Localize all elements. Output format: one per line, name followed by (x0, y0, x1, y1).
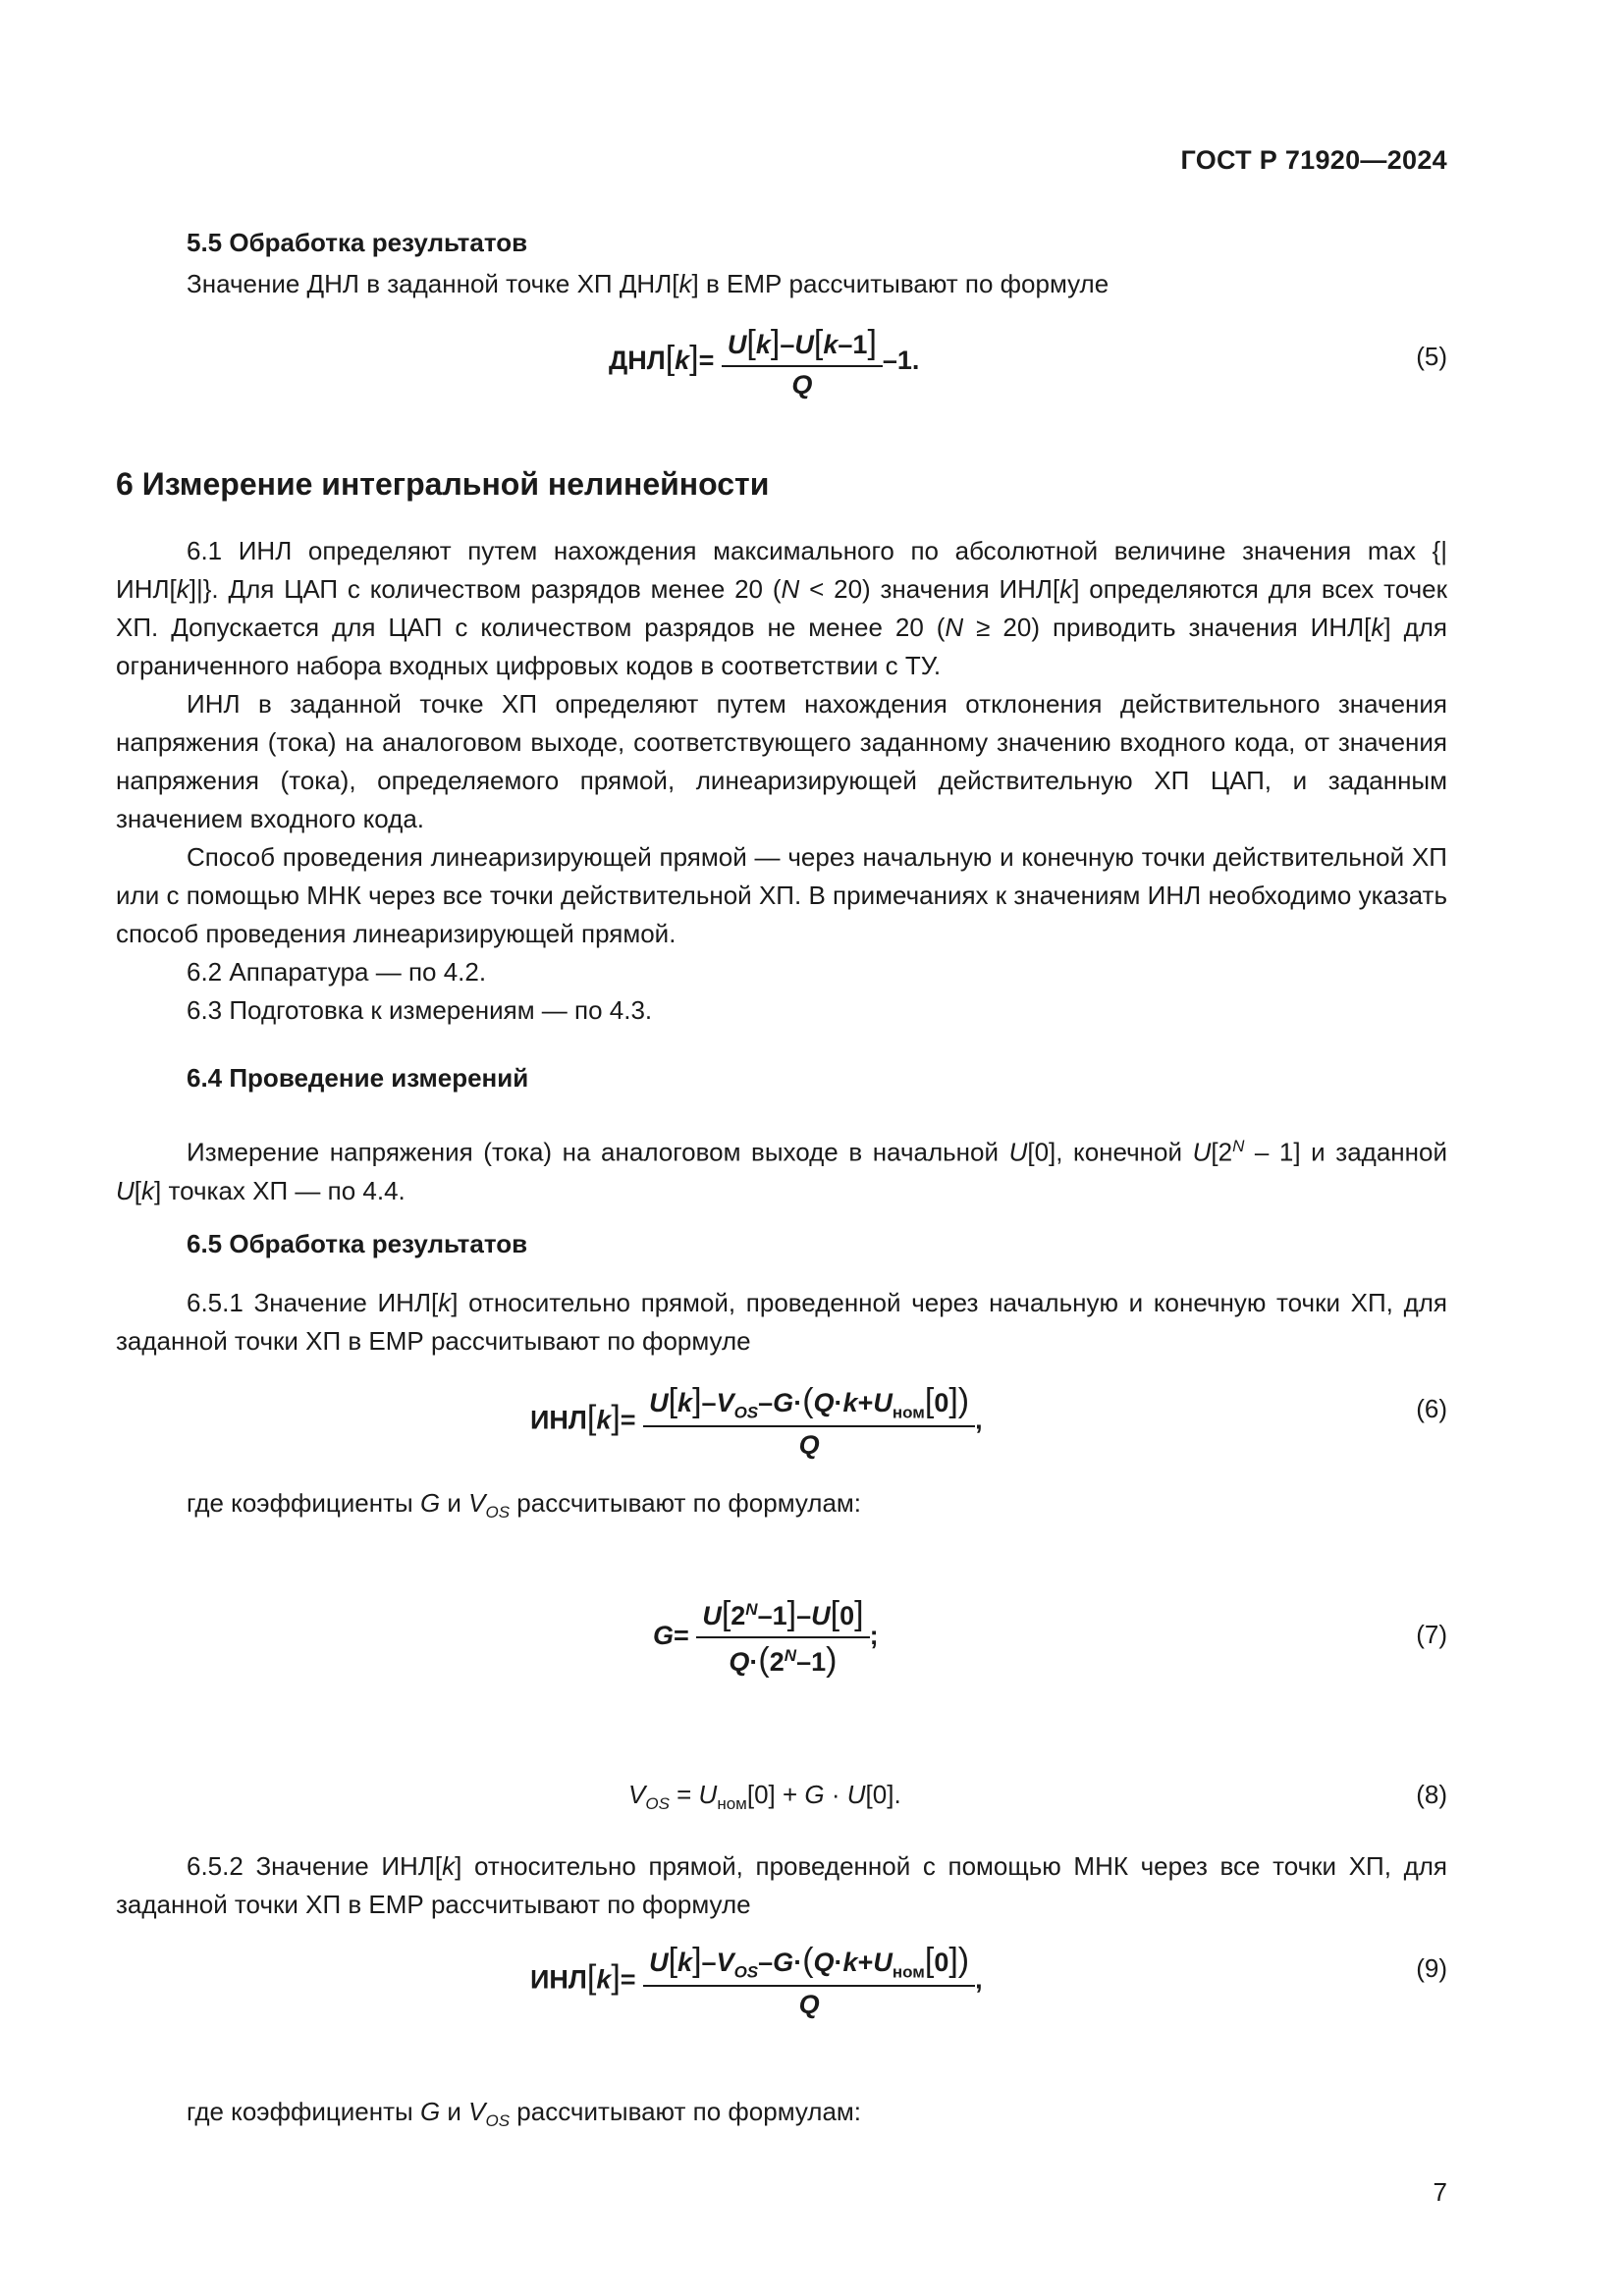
section-6-4-title: 6.4 Проведение измерений (187, 1063, 529, 1093)
section-5-5-intro: Значение ДНЛ в заданной точке ХП ДНЛ[k] в ЕМР рассчитывают по формуле (187, 269, 1110, 298)
formula-6-label: (6) (1416, 1394, 1447, 1423)
paragraph-6-1-b: ИНЛ в заданной точке ХП определяют путем нахождения отклонения действительного значения напряжения (тока) на аналоговом выходе, соответствующего заданному значению входного кода, от значения напряжения (тока), определяемого прямой, линеаризирующей действительную ХП ЦАП, и заданным значением входного кода. (116, 689, 1447, 833)
page-number: 7 (1433, 2177, 1447, 2207)
formula-5-fraction: $\frac{U[k]-U[k-1]}{Q}$ (722, 324, 883, 400)
where-clause-2: где коэффициенты G и $V_{OS}$ рассчитывают по формулам: (187, 2097, 862, 2131)
formula-9: ИНЛ[k]= $\frac{U[k]-V_{OS}-G\cdot(Q\cdot k+U_{ном}[0])}{Q}$ , (530, 1942, 983, 2020)
section-6-4-body: Измерение напряжения (тока) на аналоговом выходе в начальной U[0], конечной $U[2^N - 1]$ и заданной U[k] точках ХП — по 4.4. (116, 1137, 1447, 1205)
formula-9-label: (9) (1416, 1953, 1447, 1983)
section-6-title: 6 Измерение интегральной нелинейности (116, 466, 770, 502)
paragraph-6-5-2: 6.5.2 Значение ИНЛ[k] относительно прямой, проведенной с помощью МНК через все точки ХП, для заданной точки ХП в ЕМР рассчитывают по формуле (116, 1851, 1447, 1919)
formula-5: ДНЛ[k]= $\frac{U[k]-U[k-1]}{Q}$ –1. (609, 324, 920, 400)
formula-5-label: (5) (1416, 342, 1447, 371)
where-clause-1: где коэффициенты G и $V_{OS}$ рассчитывают по формулам: (187, 1488, 862, 1522)
paragraph-6-3: 6.3 Подготовка к измерениям — по 4.3. (187, 995, 653, 1025)
paragraph-6-2: 6.2 Аппаратура — по 4.2. (187, 957, 487, 987)
formula-8-label: (8) (1416, 1780, 1447, 1809)
formula-7-label: (7) (1416, 1620, 1447, 1649)
paragraph-6-1-c: Способ проведения линеаризирующей прямой — через начальную и конечную точки действительной ХП или с помощью МНК через все точки действительной ХП. В примечаниях к значениям ИНЛ необходимо указать способ проведения линеаризирующей прямой. (116, 842, 1447, 948)
formula-6: ИНЛ[k]= $\frac{U[k]-V_{OS}-G\cdot(Q\cdot k+U_{ном}[0])}{Q}$ , (530, 1382, 983, 1461)
formula-8: $V_{OS} = U_{ном}[0] + G \cdot U[0]$. (628, 1780, 901, 1814)
section-5-5-title: 5.5 Обработка результатов (187, 228, 528, 257)
section-6-body (116, 532, 1447, 1030)
document-header: ГОСТ Р 71920—2024 (1180, 145, 1447, 175)
paragraph-6-1: 6.1 ИНЛ определяют путем нахождения максимального по абсолютной величине значения max {|ИНЛ[k]|}. Для ЦАП с количеством разрядов менее 20 (N < 20) значения ИНЛ[k] определяются для всех точек ХП. Допускается для ЦАП с количеством разрядов не менее 20 (N ≥ 20) приводить значения ИНЛ[k] для ограниченного набора входных цифровых кодов в соответствии с ТУ. (116, 536, 1447, 680)
formula-7: G= $\frac{U[2^N-1]-U[0]}{Q\cdot(2^N-1)}$ ; (653, 1595, 879, 1679)
paragraph-6-5-1: 6.5.1 Значение ИНЛ[k] относительно прямой, проведенной через начальную и конечную точки ХП, для заданной точки ХП в ЕМР рассчитывают по формуле (116, 1288, 1447, 1356)
section-6-5-title: 6.5 Обработка результатов (187, 1229, 528, 1258)
